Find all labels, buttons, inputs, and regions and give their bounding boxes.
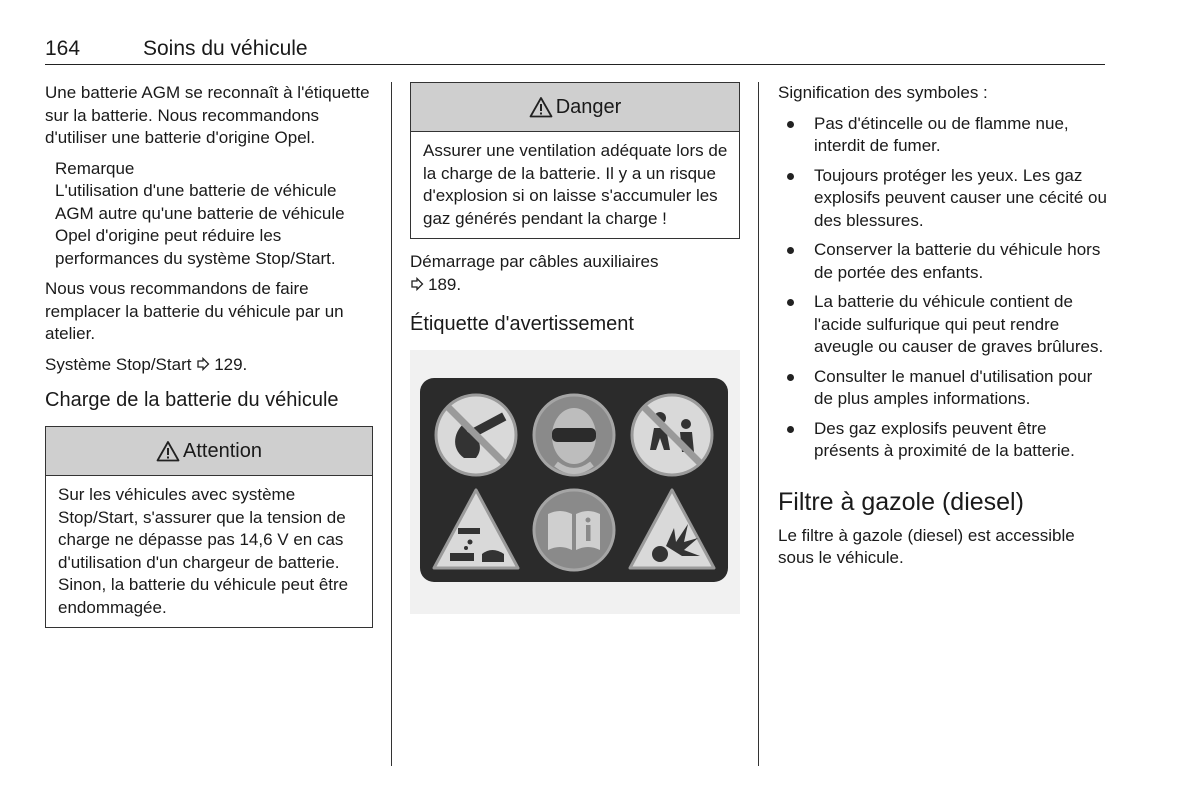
- xref-label: Démarrage par câbles auxiliaires: [410, 252, 659, 271]
- list-item: Pas d'étincelle ou de flamme nue, interdit de fumer.: [778, 113, 1108, 158]
- danger-text: Assurer une ventilation adéquate lors de la charge de la batterie. Il y a un risque d'explosion si on laisse s'accumuler les gaz générés pendant la charge !: [423, 141, 728, 228]
- column-right: [778, 82, 1108, 578]
- column-left: [45, 82, 373, 640]
- keep-children-away-icon: [632, 395, 712, 475]
- warning-label-image: [420, 378, 728, 582]
- xref-page: 189.: [428, 274, 462, 294]
- danger-title: Danger: [555, 95, 622, 118]
- attention-title: Attention: [183, 439, 262, 462]
- xref-stop-start[interactable]: [45, 354, 373, 377]
- list-item: Conserver la batterie du véhicule hors de portée des enfants.: [778, 239, 1108, 284]
- remark-text: L'utilisation d'une batterie de véhicule AGM autre qu'une batterie de véhicule Opel d'origine peut réduire les performances du système Stop/Start.: [55, 181, 345, 268]
- page-reference-icon: [410, 277, 424, 291]
- section-heading-charge: Charge de la batterie du véhicule: [45, 389, 339, 411]
- column-middle: [410, 82, 740, 614]
- read-manual-icon: [534, 490, 614, 570]
- warning-triangle-icon: [529, 96, 553, 118]
- remark-note: [55, 158, 373, 271]
- symbols-intro: Signification des symboles :: [778, 83, 988, 102]
- danger-box: [410, 82, 740, 239]
- attention-header: [46, 427, 372, 476]
- attention-box: [45, 426, 373, 628]
- list-item: La batterie du véhicule contient de l'acide sulfurique qui peut rendre aveugle ou causer de graves brûlures.: [778, 291, 1108, 359]
- attention-text: Sur les véhicules avec système Stop/Start, s'assurer que la tension de charge ne dépasse pas 14,6 V en cas d'utilisation d'un chargeur de batterie. Sinon, la batterie du véhicule peut être endommagée.: [58, 485, 349, 617]
- list-item: Consulter le manuel d'utilisation pour de plus amples informations.: [778, 366, 1108, 411]
- xref-label: Système Stop/Start: [45, 354, 192, 374]
- section-heading-filter: Filtre à gazole (diesel): [778, 487, 1024, 516]
- page-header: [45, 36, 1105, 65]
- eye-protection-icon: [534, 395, 614, 475]
- no-flame-icon: [436, 395, 516, 475]
- agm-paragraph: Une batterie AGM se reconnaît à l'étiquette sur la batterie. Nous recommandons d'utiliser une batterie d'origine Opel.: [45, 83, 370, 147]
- section-heading-label: Étiquette d'avertissement: [410, 313, 634, 335]
- warning-triangle-icon: [156, 440, 180, 462]
- page-reference-icon: [196, 357, 210, 371]
- xref-jump-start[interactable]: [410, 251, 740, 296]
- page-title: Soins du véhicule: [143, 37, 308, 60]
- workshop-paragraph: Nous vous recommandons de faire remplacer la batterie du véhicule par un atelier.: [45, 279, 344, 343]
- xref-page: 129.: [214, 354, 248, 374]
- column-divider: [391, 82, 392, 766]
- filter-paragraph: Le filtre à gazole (diesel) est accessible sous le véhicule.: [778, 525, 1075, 567]
- list-item: Toujours protéger les yeux. Les gaz explosifs peuvent causer une cécité ou des blessures.: [778, 165, 1108, 233]
- warning-label-figure: [410, 350, 740, 614]
- list-item: Des gaz explosifs peuvent être présents à proximité de la batterie.: [778, 418, 1108, 463]
- column-divider: [758, 82, 759, 766]
- remark-title: Remarque: [55, 158, 135, 178]
- symbol-list: [778, 113, 1108, 463]
- page-number: 164: [45, 37, 81, 60]
- danger-header: [411, 83, 739, 132]
